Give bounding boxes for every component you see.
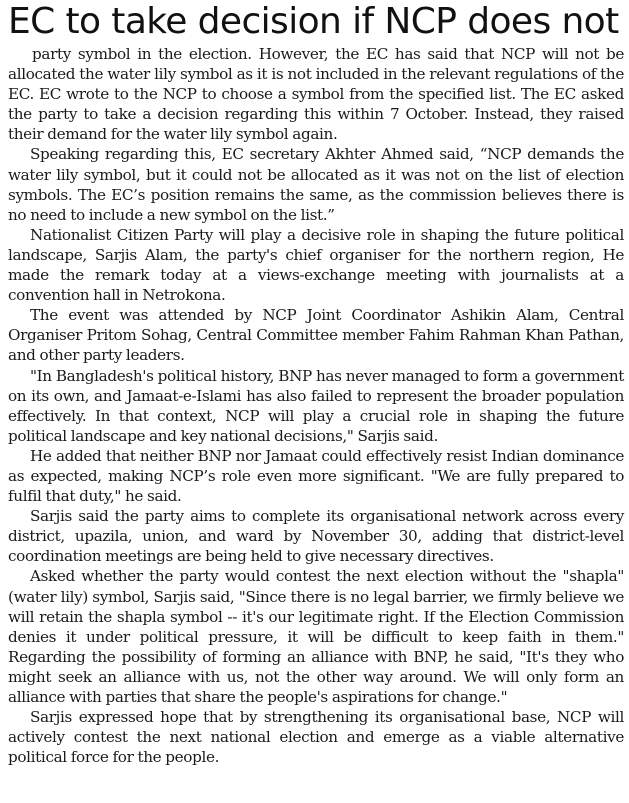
article-paragraph: "In Bangladesh's political history, BNP has never managed to form a government on its own, and Jamaat-e-Islami has also failed to represent the broader population effectively. In that context, NCP will play a crucial role in shaping the future political landscape and key national decisions," Sarjis said. [8, 366, 624, 445]
article-paragraph: Sarjis expressed hope that by strengthening its organisational base, NCP will actively contest the next national election and emerge as a viable alternative political force for the people. [8, 708, 624, 767]
article-paragraph: party symbol in the election. However, the EC has said that NCP will not be allocated the water lily symbol as it is not included in the relevant regulations of the EC. EC wrote to the NCP to choose a symbol from the specified list. The EC asked the party to take a decision regarding this within 7 October. Instead, they raised their demand for the water lily symbol again. [8, 45, 624, 144]
article-paragraph: The event was attended by NCP Joint Coordinator Ashikin Alam, Central Organiser Pritom Sohag, Central Committee member Fahim Rahman Khan Pathan, and other party leaders. [8, 306, 624, 365]
article-paragraph: Nationalist Citizen Party will play a decisive role in shaping the future political landscape, Sarjis Alam, the party's chief organiser for the northern region, He made the remark today at a views-exchange meeting with journalists at a convention hall in Netrokona. [8, 225, 624, 305]
article-body [8, 44, 624, 767]
headline: EC to take decision if NCP does not [8, 1, 619, 42]
article-paragraph: Asked whether the party would contest the next election without the "shapla" (water lily) symbol, Sarjis said, "Since there is no legal barrier, we firmly believe we will retain the shapla symbol -- it's our legitimate right. If the Election Commission denies it under political pressure, it will be difficult to keep faith in them." Regarding the possibility of forming an alliance with BNP, he said, "It's they who might seek an alliance with us, not the other way around. We will only form an alliance with parties that share the people's aspirations for change." [8, 567, 624, 706]
article-paragraph: Speaking regarding this, EC secretary Akhter Ahmed said, “NCP demands the water lily symbol, but it could not be allocated as it was not on the list of election symbols. The EC’s position remains the same, as the commission believes there is no need to include a new symbol on the list.” [8, 145, 624, 224]
article-paragraph: Sarjis said the party aims to complete its organisational network across every district, upazila, union, and ward by November 30, adding that district-level coordination meetings are being held to give necessary directives. [8, 507, 624, 566]
article-paragraph: He added that neither BNP nor Jamaat could effectively resist Indian dominance as expected, making NCP’s role even more significant. "We are fully prepared to fulfil that duty," he said. [8, 446, 624, 506]
